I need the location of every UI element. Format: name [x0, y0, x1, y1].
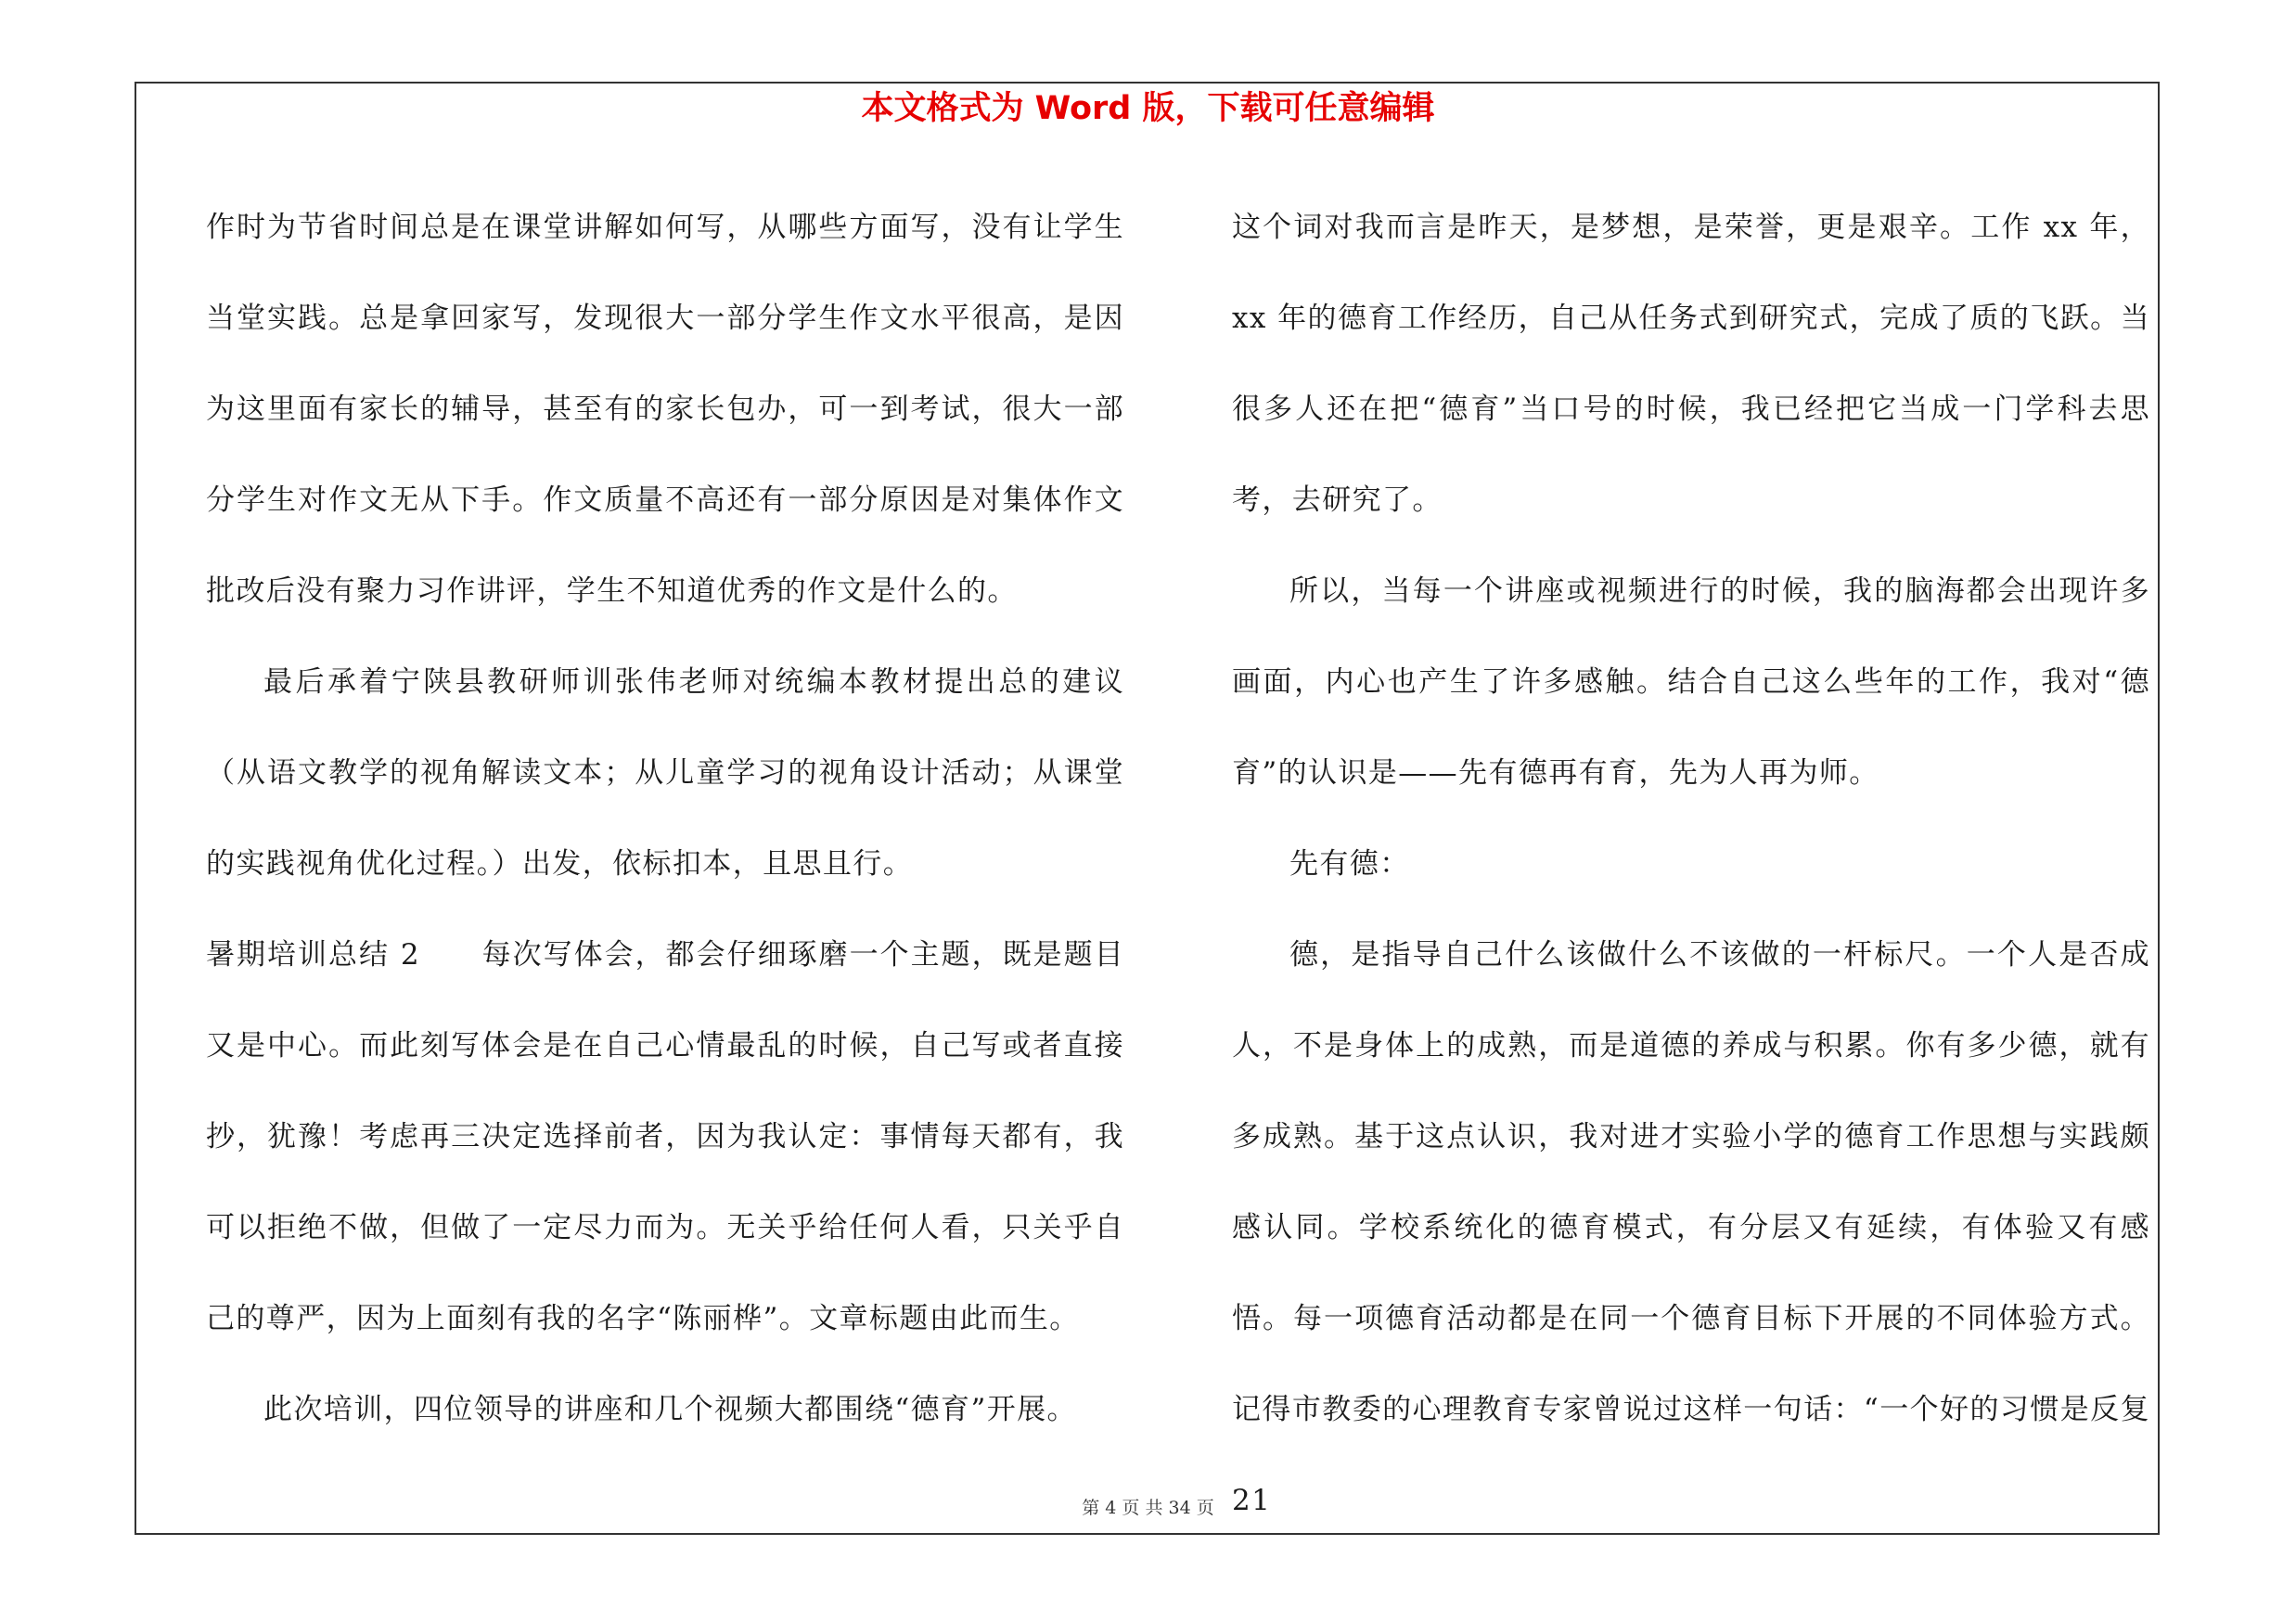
left-paragraph-4: 此次培训，四位领导的讲座和几个视频大都围绕“德育”开展。: [263, 1393, 1077, 1426]
right-paragraph-4: 德，是指导自己什么该做什么不该做的一杆标尺。一个人是否成人，不是身体上的成熟，而是道德的养成与积累。你有多少德，就有多成熟。基于这点认识，我对进才实验小学的德育工作思想与实践颇感认同。学校系统化的德育模式，有分层又有延续，有体验又有感悟。每一项德育活动都是在同一个德育目标下开展的不同体验方式。记得市教委的心理教育专家曾说过这样一句话：“一个好的习惯是反复 21: [1232, 938, 2150, 1517]
right-paragraph-2: 所以，当每一个讲座或视频进行的时候，我的脑海都会出现许多画面，内心也产生了许多感触。结合自己这么些年的工作，我对“德育”的认识是——先有德再有育，先为人再为师。: [1232, 574, 2150, 790]
page-number-footer: 第 4 页 共 34 页: [1082, 1498, 1214, 1518]
format-banner: 本文格式为 Word 版，下载可任意编辑: [861, 90, 1435, 127]
right-text-column: [1232, 182, 2150, 1517]
left-paragraph-2: 最后承着宁陕县教研师训张伟老师对统编本教材提出总的建议（从语文教学的视角解读文本；从儿童学习的视角设计活动；从课堂的实践视角优化过程。）出发，依标扣本，且思且行。: [206, 665, 1124, 881]
right-paragraph-3: 先有德：: [1289, 847, 1410, 881]
right-paragraph-1: 这个词对我而言是昨天，是梦想，是荣誉，更是艰辛。工作 xx 年，xx 年的德育工作经历，自己从任务式到研究式，完成了质的飞跃。当很多人还在把“德育”当口号的时候，我已经把它当成一门学科去思考，去研究了。: [1232, 211, 2150, 517]
left-paragraph-3: 暑期培训总结 2 每次写体会，都会仔细琢磨一个主题，既是题目又是中心。而此刻写体会是在自己心情最乱的时候，自己写或者直接抄，犹豫！考虑再三决定选择前者，因为我认定：事情每天都有，我可以拒绝不做，但做了一定尽力而为。无关乎给任何人看，只关乎自己的尊严，因为上面刻有我的名字“陈丽桦”。文章标题由此而生。: [206, 938, 1124, 1335]
left-paragraph-1: 作时为节省时间总是在课堂讲解如何写，从哪些方面写，没有让学生当堂实践。总是拿回家写，发现很大一部分学生作文水平很高，是因为这里面有家长的辅导，甚至有的家长包办，可一到考试，很大一部分学生对作文无从下手。作文质量不高还有一部分原因是对集体作文批改后没有聚力习作讲评，学生不知道优秀的作文是什么的。: [206, 211, 1124, 608]
left-text-column: [206, 182, 1124, 1448]
